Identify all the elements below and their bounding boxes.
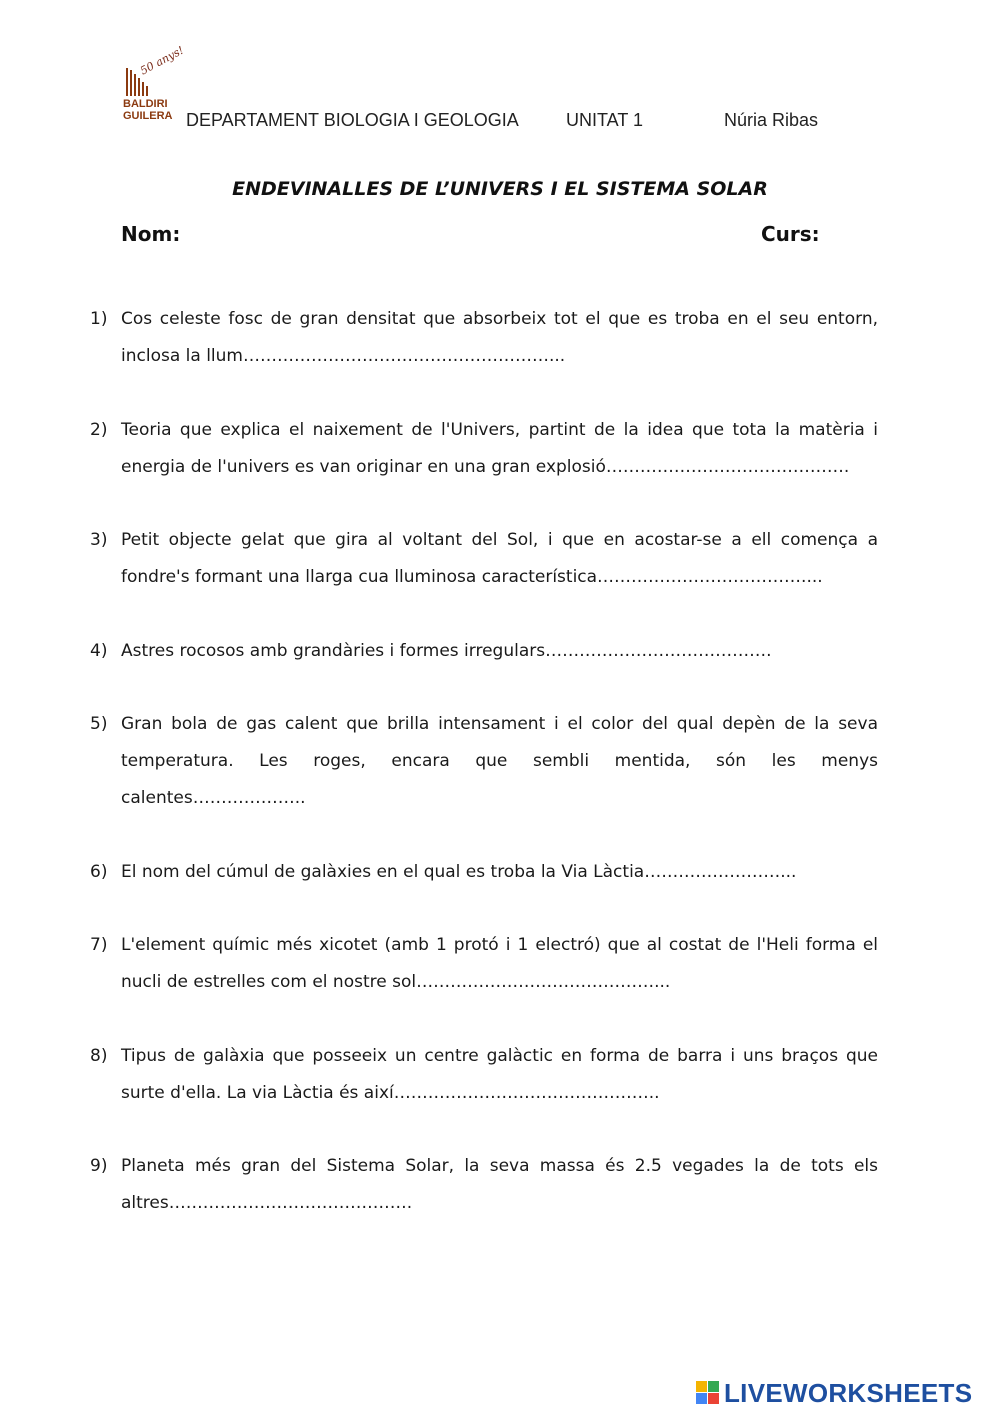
question-text: Cos celeste fosc de gran densitat que absorbeix tot el que es troba en el seu entorn, inclosa la llum………………………………………………...	[121, 309, 878, 366]
question-text: Tipus de galàxia que posseeix un centre galàctic en forma de barra i uns braços que surte d'ella. La via Làctia és així………………………………………..	[121, 1046, 878, 1103]
question-5	[90, 706, 878, 817]
header	[118, 43, 878, 130]
question-3	[90, 522, 878, 596]
question-number: 5)	[90, 714, 108, 734]
unit-label: UNITAT 1	[566, 110, 644, 130]
question-4	[90, 633, 878, 670]
logo-anniversary: 50 anys!	[138, 43, 186, 78]
question-text: Astres rocosos amb grandàries i formes irregulars………………………………….	[121, 641, 772, 661]
question-6	[90, 854, 878, 891]
page-title: ENDEVINALLES DE L’UNIVERS I EL SISTEMA SOLAR	[232, 178, 768, 200]
question-2	[90, 412, 878, 486]
liveworksheets-icon	[696, 1381, 720, 1405]
question-number: 6)	[90, 862, 108, 882]
liveworksheets-brand: LIVEWORKSHEETS	[724, 1378, 973, 1408]
question-text: Planeta més gran del Sistema Solar, la seva massa és 2.5 vegades la de tots els altres…………………………………….	[121, 1156, 878, 1213]
question-number: 1)	[90, 309, 108, 329]
question-number: 3)	[90, 530, 108, 550]
question-text: Petit objecte gelat que gira al voltant del Sol, i que en acostar-se a ell comença a fondre's formant una llarga cua lluminosa característica………………………………....	[121, 530, 878, 587]
question-text: El nom del cúmul de galàxies en el qual es troba la Via Làctia……………………...	[121, 862, 797, 882]
question-1	[90, 301, 878, 375]
question-number: 8)	[90, 1046, 108, 1066]
author-name: Núria Ribas	[724, 110, 819, 130]
department-name: DEPARTAMENT BIOLOGIA I GEOLOGIA	[186, 110, 519, 130]
question-8	[90, 1038, 878, 1112]
question-number: 4)	[90, 641, 108, 661]
question-text: Teoria que explica el naixement de l'Univers, partint de la idea que tota la matèria i energia de l'univers es van originar en una gran explosió…………………………………….	[121, 420, 878, 477]
course-label: Curs:	[761, 222, 820, 246]
question-text: Gran bola de gas calent que brilla intensament i el color del qual depèn de la seva temperatura. Les roges, encara que sembli mentida, són les menys calentes………………..	[121, 714, 878, 808]
question-text: L'element químic més xicotet (amb 1 protó i 1 electró) que al costat de l'Heli forma el nucli de estrelles com el nostre sol……………………………………...	[121, 935, 878, 992]
logo-text: BALDIRI GUILERA	[123, 98, 173, 122]
question-number: 2)	[90, 420, 108, 440]
question-7	[90, 927, 878, 1001]
liveworksheets-logo[interactable]	[696, 1378, 996, 1408]
question-9	[90, 1148, 878, 1222]
question-number: 9)	[90, 1156, 108, 1176]
question-number: 7)	[90, 935, 108, 955]
name-label: Nom:	[121, 222, 181, 246]
school-logo	[118, 43, 188, 130]
